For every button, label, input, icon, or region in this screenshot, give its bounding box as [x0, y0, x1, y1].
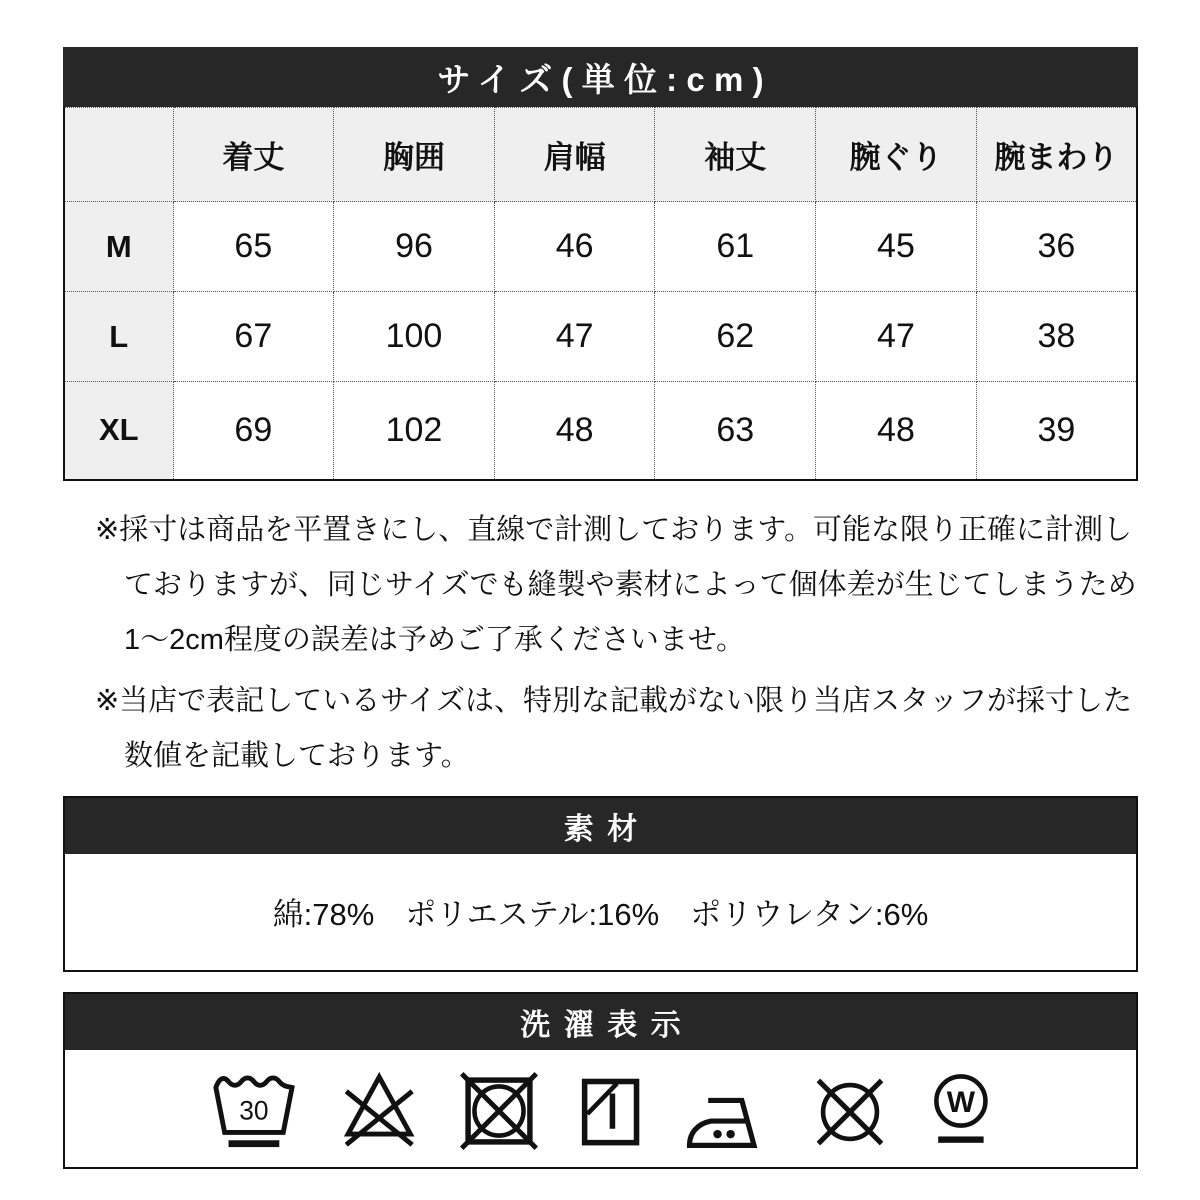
measurement-cell: 47: [494, 292, 655, 382]
size-table-section: [63, 47, 1138, 481]
measurement-cell: 65: [173, 202, 334, 292]
measurement-cell: 61: [655, 202, 816, 292]
wash-30-gentle-icon: [209, 1067, 299, 1151]
size-label: L: [64, 292, 173, 382]
measurement-cell: 38: [976, 292, 1137, 382]
material-title-bar: [65, 798, 1136, 854]
material-composition: 綿:78% ポリエステル:16% ポリウレタン:6%: [272, 897, 929, 932]
measurement-cell: 47: [816, 292, 977, 382]
note-line: 1〜2cm程度の誤差は予めご了承くださいませ。: [124, 623, 746, 656]
size-table-title: サイズ(単位:cm): [437, 60, 773, 98]
table-row: [64, 292, 1137, 382]
size-table-title-bar: [63, 47, 1138, 107]
note-line: ※採寸は商品を平置きにし、直線で計測しております。可能な限り正確に計測し: [95, 513, 1132, 546]
measurement-note: [95, 503, 1138, 668]
measurement-cell: 63: [655, 382, 816, 480]
line-dry-in-shade-icon: [580, 1075, 641, 1151]
size-label: XL: [64, 382, 173, 480]
measurement-cell: 36: [976, 202, 1137, 292]
size-table: [63, 107, 1138, 481]
measurement-cell: 48: [816, 382, 977, 480]
column-header: 袖丈: [655, 108, 816, 202]
sizing-policy-note: [95, 674, 1138, 784]
care-icons-row: [65, 1050, 1136, 1167]
wet-clean-gentle-icon: [930, 1071, 992, 1151]
column-header: 着丈: [173, 108, 334, 202]
care-label-section: [63, 992, 1138, 1169]
svg-text:30: 30: [239, 1095, 269, 1126]
iron-medium-heat-icon: [682, 1093, 770, 1151]
measurement-cell: 62: [655, 292, 816, 382]
material-title: 素材: [563, 812, 651, 846]
do-not-bleach-icon: [340, 1069, 418, 1151]
care-title-bar: [65, 994, 1136, 1050]
measurement-cell: 48: [494, 382, 655, 480]
do-not-dry-clean-icon: [811, 1073, 889, 1151]
material-body: [65, 854, 1136, 970]
note-line: 数値を記載しております。: [124, 739, 470, 772]
measurement-cell: 45: [816, 202, 977, 292]
do-not-tumble-dry-icon: [459, 1071, 539, 1151]
size-table-header-row: [64, 108, 1137, 202]
note-line: ※当店で表記しているサイズは、特別な記載がない限り当店スタッフが採寸した: [95, 684, 1132, 717]
material-section: [63, 796, 1138, 972]
measurement-cell: 67: [173, 292, 334, 382]
measurement-cell: 96: [334, 202, 495, 292]
table-row: [64, 382, 1137, 480]
svg-text:W: W: [947, 1085, 976, 1119]
table-row: [64, 202, 1137, 292]
measurement-cell: 69: [173, 382, 334, 480]
column-header: 肩幅: [494, 108, 655, 202]
corner-cell: [64, 108, 173, 202]
care-title: 洗濯表示: [520, 1008, 695, 1042]
measurement-cell: 39: [976, 382, 1137, 480]
column-header: 腕まわり: [976, 108, 1137, 202]
column-header: 胸囲: [334, 108, 495, 202]
measurement-cell: 46: [494, 202, 655, 292]
size-label: M: [64, 202, 173, 292]
measurement-cell: 100: [334, 292, 495, 382]
column-header: 腕ぐり: [816, 108, 977, 202]
note-line: ておりますが、同じサイズでも縫製や素材によって個体差が生じてしまうため: [124, 568, 1137, 601]
measurement-cell: 102: [334, 382, 495, 480]
